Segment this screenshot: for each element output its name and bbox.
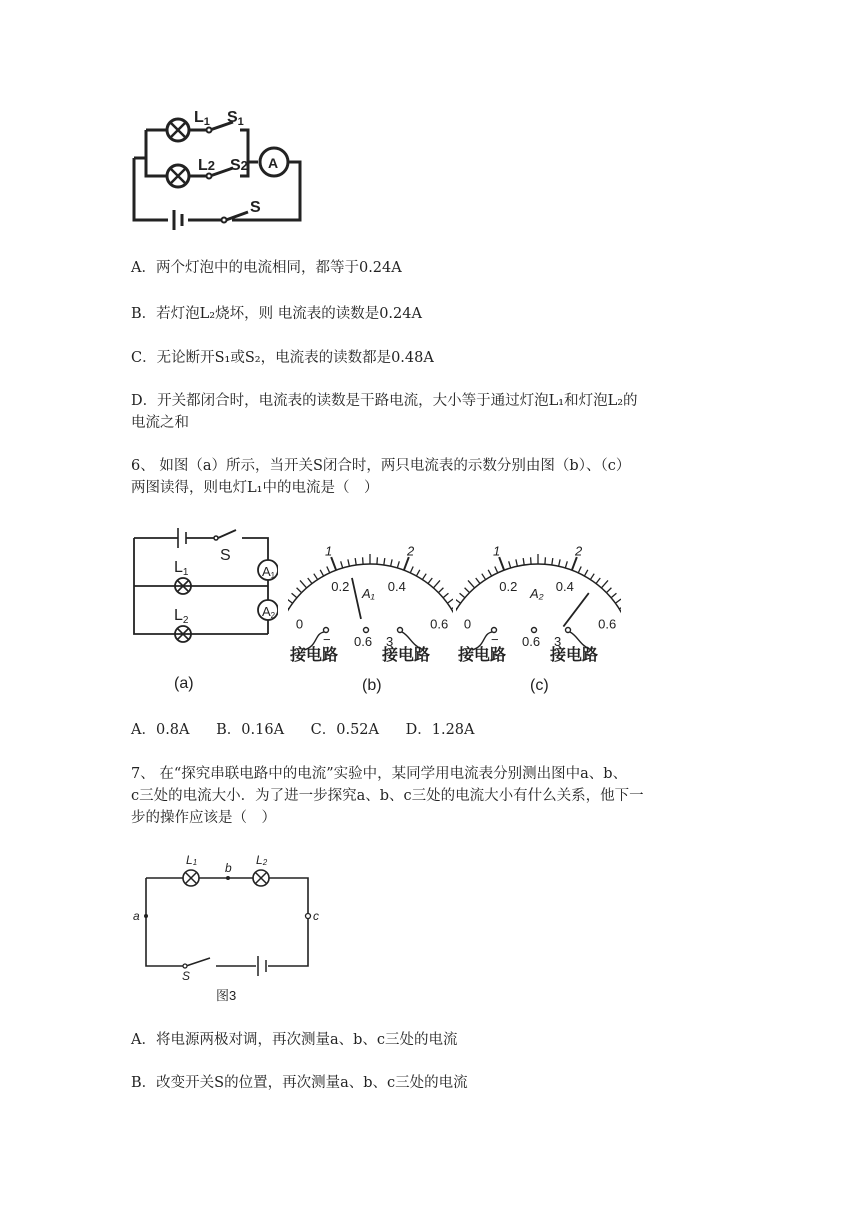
q7-stem-line1: 7、 在“探究串联电路中的电流”实验中，某同学用电流表分别测出图中a、b、 <box>131 766 628 782</box>
dial-tick <box>516 559 518 566</box>
dial-tick <box>601 580 608 588</box>
ammeter-label: A <box>268 155 279 171</box>
inner-scale-label: 0 <box>295 616 304 632</box>
q6-meter-c <box>456 520 621 695</box>
dial-tick <box>456 599 461 603</box>
terminal-label: 3 <box>386 634 394 649</box>
terminal-label: 3 <box>554 634 562 649</box>
q5-label-l2: L2 <box>198 157 216 174</box>
dial-tick <box>456 605 457 609</box>
q5-label-l1: L1 <box>194 109 210 128</box>
dial-tick <box>363 557 364 564</box>
q6-options <box>131 720 497 740</box>
q7-label-l2: L2 <box>256 853 268 867</box>
dial-tick <box>611 593 616 598</box>
dial-tick <box>422 574 426 580</box>
outer-scale-label: 1 <box>493 543 501 559</box>
dial-tick <box>327 566 330 572</box>
dial-tick <box>552 558 553 565</box>
terminal-label: − <box>491 632 499 647</box>
dial-tick <box>438 588 443 593</box>
dial-tick <box>377 557 378 564</box>
dial-tick <box>391 559 393 566</box>
dial-tick <box>499 557 504 570</box>
q6-stem-line1: 6、 如图（a）所示，当开关S闭合时，两只电流表的示数分别由图（b）、（c） <box>131 458 631 474</box>
meter-label: A₂ <box>530 586 544 601</box>
q7-label-c: c <box>313 909 319 923</box>
inner-scale-label: 0.6 <box>598 616 617 632</box>
inner-scale-label: 0 <box>463 616 472 632</box>
q7-label-l1: L1 <box>186 853 198 867</box>
dial-tick <box>482 574 486 580</box>
terminal-label: − <box>323 632 331 647</box>
q5-option-d-line1: D．开关都闭合时，电流表的读数是干路电流，大小等于通过灯泡L₁和灯泡L₂的 <box>131 393 638 409</box>
connect-circuit-label: 接电路 <box>550 647 599 664</box>
connect-circuit-label: 接电路 <box>382 647 431 664</box>
q7-label-s: S <box>182 969 191 983</box>
dial-tick <box>619 605 621 609</box>
dial-tick <box>578 566 581 572</box>
inner-scale-label: 0.4 <box>387 579 406 595</box>
q6-circuit-diagram <box>128 522 278 692</box>
dial-tick <box>531 557 532 564</box>
dial-tick <box>292 593 297 598</box>
dial-tick <box>443 593 448 598</box>
outer-scale-label: 2 <box>406 543 415 559</box>
ammeter-dial-b <box>288 520 453 695</box>
q7-stem-line3: 步的操作应该是（ ） <box>131 810 276 826</box>
dial-tick <box>384 558 385 565</box>
q6-option-a: A．0.8A <box>131 722 190 738</box>
q6a-label-a2: A2 <box>262 604 276 620</box>
q6a-label-s: S <box>220 547 231 564</box>
q6a-caption: (a) <box>174 675 194 692</box>
q7-stem-line2: c三处的电流大小．为了进一步探究a、b、c三处的电流大小有什么关系，他下一 <box>131 788 644 804</box>
q7-option-a: A．将电源两极对调，再次测量a、b、c三处的电流 <box>131 1032 458 1048</box>
dial-tick <box>559 559 561 566</box>
dial-tick <box>314 574 318 580</box>
q6-meter-b <box>288 520 453 695</box>
q5-label-s: S <box>250 199 261 216</box>
inner-scale-label: 0.4 <box>555 579 574 595</box>
dial-tick <box>615 599 621 603</box>
inner-scale-label: 0.2 <box>499 579 518 595</box>
q5-circuit-figure <box>128 108 308 230</box>
q7-circuit-figure <box>128 850 328 1005</box>
q5-label-s2: S2 <box>230 157 248 174</box>
dial-tick <box>300 580 307 588</box>
terminal <box>532 628 537 633</box>
dial-tick <box>331 557 336 570</box>
dial-tick <box>297 588 302 593</box>
q5-option-c: C．无论断开S₁或S₂，电流表的读数都是0.48A <box>131 350 434 366</box>
q6-stem-line2: 两图读得，则电灯L₁中的电流是（ ） <box>131 480 379 496</box>
terminal-label: 0.6 <box>354 634 373 649</box>
dial-tick <box>545 557 546 564</box>
q5-option-a: A．两个灯泡中的电流相同，都等于0.24A <box>131 260 402 276</box>
dial-tick <box>410 566 413 572</box>
q6-option-d: D．1.28A <box>405 722 475 738</box>
dial-tick <box>590 574 594 580</box>
terminal <box>398 628 403 633</box>
dial-tick <box>355 558 356 565</box>
terminal-label: 0.6 <box>522 634 541 649</box>
q7-label-a: a <box>133 909 140 923</box>
dial-tick <box>565 561 567 568</box>
dial-tick <box>606 588 611 593</box>
q7-option-b: B．改变开关S的位置，再次测量a、b、c三处的电流 <box>131 1075 468 1091</box>
dial-tick <box>404 557 409 570</box>
ammeter-dial-c <box>456 520 621 695</box>
dial-tick <box>348 559 350 566</box>
dial-tick <box>288 605 289 609</box>
dial-tick <box>308 578 312 584</box>
dial-tick <box>596 578 600 584</box>
q7-circuit-diagram <box>128 850 328 1005</box>
dial-tick <box>495 566 498 572</box>
outer-scale-label: 2 <box>574 543 583 559</box>
dial-tick <box>397 561 399 568</box>
inner-scale-label: 0.2 <box>331 579 350 595</box>
dial-tick <box>488 570 491 576</box>
needle <box>563 593 588 626</box>
connect-circuit-label: 接电路 <box>458 647 507 664</box>
q5-label-s1: S1 <box>227 109 244 128</box>
q6a-label-l2: L2 <box>174 607 189 626</box>
dial-tick <box>341 561 343 568</box>
q7-label-b: b <box>225 861 232 875</box>
terminal <box>566 628 571 633</box>
q6-option-b: B．0.16A <box>216 722 285 738</box>
dial-tick <box>288 599 293 603</box>
q6a-label-a1: A1 <box>262 564 276 580</box>
q5-option-d-line2: 电流之和 <box>131 415 189 431</box>
dial-tick <box>447 599 453 603</box>
meter-label: A₁ <box>362 586 375 601</box>
meter-caption: (c) <box>530 677 549 694</box>
q6a-label-l1: L1 <box>174 559 189 578</box>
dial-tick <box>428 578 432 584</box>
q6-figure-a <box>128 522 278 692</box>
meter-caption: (b) <box>362 677 382 694</box>
dial-tick <box>416 570 419 576</box>
q7-figure-caption: 图3 <box>216 988 237 1003</box>
q6-option-c: C．0.52A <box>310 722 380 738</box>
dial-tick <box>460 593 465 598</box>
dial-tick <box>572 557 577 570</box>
dial-tick <box>465 588 470 593</box>
dial-tick <box>476 578 480 584</box>
dial-tick <box>509 561 511 568</box>
terminal <box>364 628 369 633</box>
connect-circuit-label: 接电路 <box>290 647 339 664</box>
outer-scale-label: 1 <box>325 543 333 559</box>
dial-tick <box>320 570 323 576</box>
dial-tick <box>451 605 453 609</box>
needle <box>352 578 361 619</box>
dial-tick <box>584 570 587 576</box>
inner-scale-label: 0.6 <box>430 616 449 632</box>
dial-tick <box>468 580 475 588</box>
q5-circuit-diagram <box>128 108 308 230</box>
q5-option-b: B．若灯泡L₂烧坏，则 电流表的读数是0.24A <box>131 306 422 322</box>
dial-tick <box>433 580 440 588</box>
dial-tick <box>523 558 524 565</box>
